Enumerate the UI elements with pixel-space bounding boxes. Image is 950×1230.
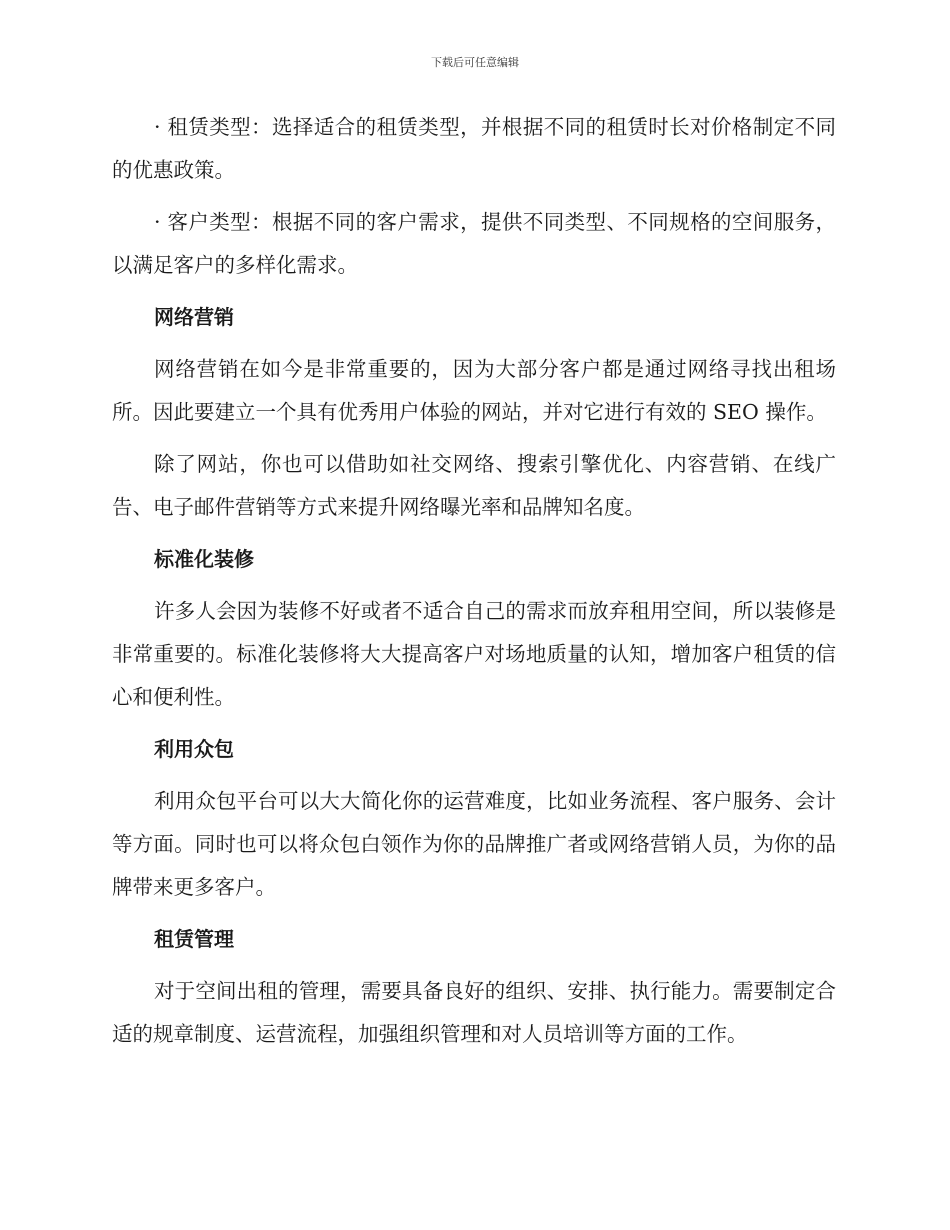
paragraph-rental-management: 对于空间出租的管理，需要具备良好的组织、安排、执行能力。需要制定合适的规章制度、运营流程，加强组织管理和对人员培训等方面的工作。 [112,979,836,1046]
heading-rental-management: 租赁管理 [154,927,234,951]
heading-crowdsourcing: 利用众包 [154,737,234,761]
page-header: 下载后可任意编辑 [431,56,519,69]
paragraph-standard-decoration: 许多人会因为装修不好或者不适合自己的需求而放弃租用空间，所以装修是非常重要的。标准化装修将大大提高客户对场地质量的认知，增加客户租赁的信心和便利性。 [112,599,836,709]
heading-standard-decoration: 标准化装修 [154,547,254,571]
paragraph-rental-type: · 租赁类型：选择适合的租赁类型，并根据不同的租赁时长对价格制定不同的优惠政策。 [112,115,836,182]
heading-online-marketing: 网络营销 [154,305,234,329]
paragraph-crowdsourcing: 利用众包平台可以大大简化你的运营难度，比如业务流程、客户服务、会计等方面。同时也可以将众包白领作为你的品牌推广者或网络营销人员，为你的品牌带来更多客户。 [112,789,836,899]
paragraph-online-marketing: 网络营销在如今是非常重要的，因为大部分客户都是通过网络寻找出租场所。因此要建立一个具有优秀用户体验的网站，并对它进行有效的 SEO 操作。 [112,357,836,424]
document-body [112,106,836,1065]
paragraph-customer-type: · 客户类型：根据不同的客户需求，提供不同类型、不同规格的空间服务，以满足客户的多样化需求。 [112,210,836,277]
paragraph-online-channels: 除了网站，你也可以借助如社交网络、搜索引擎优化、内容营销、在线广告、电子邮件营销等方式来提升网络曝光率和品牌知名度。 [112,452,836,519]
